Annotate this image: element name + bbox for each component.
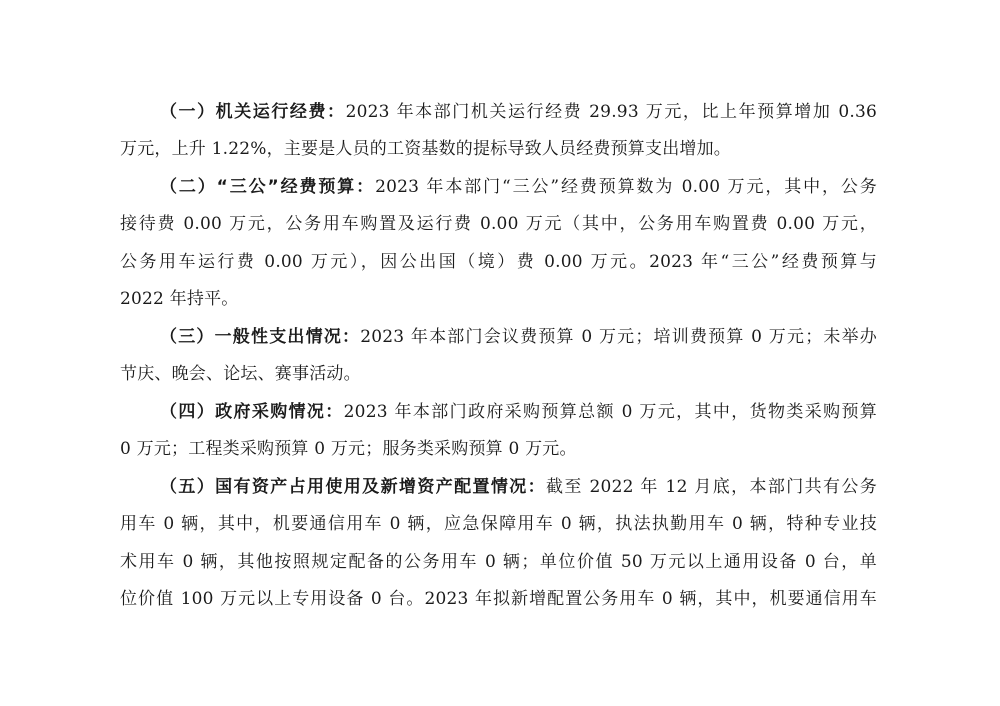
paragraph-4-line-1	[120, 401, 877, 423]
paragraph-3-heading: （三）一般性支出情况：	[160, 327, 361, 347]
paragraph-4-text: 2023 年本部门政府采购预算总额 0 万元，其中，货物类采购预算	[343, 402, 878, 422]
paragraph-5-line-2: 用车 0 辆，其中，机要通信用车 0 辆，应急保障用车 0 辆，执法执勤用车 0 辆，特种专业技	[120, 514, 877, 534]
paragraph-5-text: 截至 2022 年 12 月底，本部门共有公务	[546, 477, 877, 497]
paragraph-1-heading: （一）机关运行经费：	[160, 102, 346, 122]
paragraph-2-line-3: 公务用车运行费 0.00 万元），因公出国（境）费 0.00 万元。2023 年“三公”经费预算与	[120, 252, 877, 272]
paragraph-4-line-2: 0 万元；工程类采购预算 0 万元；服务类采购预算 0 万元。	[120, 439, 577, 459]
paragraph-1-text: 2023 年本部门机关运行经费 29.93 万元，比上年预算增加 0.36	[345, 102, 877, 122]
paragraph-2-line-2: 接待费 0.00 万元，公务用车购置及运行费 0.00 万元（其中，公务用车购置费 0.00 万元，	[120, 214, 877, 234]
paragraph-2-text: 2023 年本部门“三公”经费预算数为 0.00 万元，其中，公务	[375, 177, 877, 197]
paragraph-3-line-2: 节庆、晚会、论坛、赛事活动。	[120, 364, 361, 384]
paragraph-5-heading: （五）国有资产占用使用及新增资产配置情况：	[160, 477, 546, 497]
paragraph-3-text: 2023 年本部门会议费预算 0 万元；培训费预算 0 万元；未举办	[360, 327, 878, 347]
paragraph-1-line-1	[120, 101, 877, 123]
paragraph-4-heading: （四）政府采购情况：	[160, 402, 344, 422]
paragraph-5-line-1	[120, 476, 877, 498]
paragraph-5-line-3: 术用车 0 辆，其他按照规定配备的公务用车 0 辆；单位价值 50 万元以上通用设备 0 台，单	[120, 552, 877, 572]
paragraph-2-line-1	[120, 176, 877, 198]
paragraph-5-line-4: 位价值 100 万元以上专用设备 0 台。2023 年拟新增配置公务用车 0 辆，其中，机要通信用车	[120, 589, 877, 609]
paragraph-1-line-2: 万元，上升 1.22%，主要是人员的工资基数的提标导致人员经费预算支出增加。	[120, 139, 732, 159]
paragraph-3-line-1	[120, 326, 877, 348]
paragraph-2-line-4: 2022 年持平。	[120, 289, 239, 309]
paragraph-2-heading: （二）“三公”经费预算：	[160, 177, 376, 197]
